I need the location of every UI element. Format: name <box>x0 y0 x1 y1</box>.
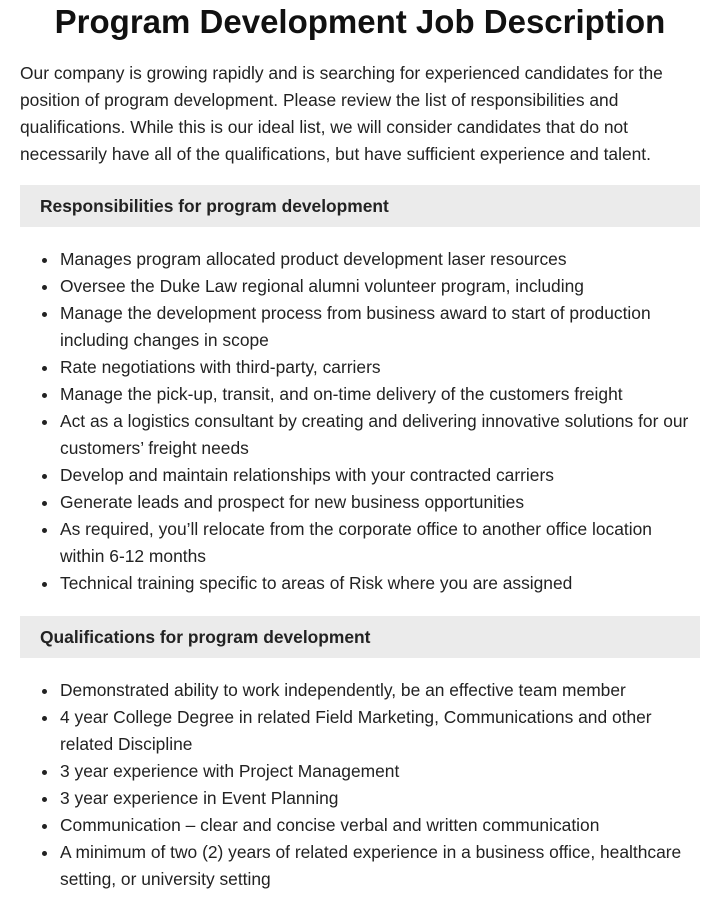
responsibilities-list <box>20 246 700 597</box>
list-item: 4 year College Degree in related Field Marketing, Communications and other related Discipline <box>60 704 700 758</box>
list-item: 3 year experience with Project Management <box>60 758 700 785</box>
list-item: Manage the pick-up, transit, and on-time delivery of the customers freight <box>60 381 700 408</box>
list-item: Oversee the Duke Law regional alumni volunteer program, including <box>60 273 700 300</box>
qualifications-heading: Qualifications for program development <box>20 616 700 658</box>
list-item: Manages program allocated product development laser resources <box>60 246 700 273</box>
responsibilities-heading: Responsibilities for program development <box>20 185 700 227</box>
page-title: Program Development Job Description <box>54 3 666 40</box>
list-item: Develop and maintain relationships with your contracted carriers <box>60 462 700 489</box>
list-item: Manage the development process from business award to start of production including changes in scope <box>60 300 700 354</box>
list-item: Act as a logistics consultant by creating and delivering innovative solutions for our customers’ freight needs <box>60 408 700 462</box>
list-item: A minimum of two (2) years of related experience in a business office, healthcare setting, or university setting <box>60 839 700 893</box>
list-item: Generate leads and prospect for new business opportunities <box>60 489 700 516</box>
list-item: As required, you’ll relocate from the corporate office to another office location within 6-12 months <box>60 516 700 570</box>
qualifications-list <box>20 677 700 893</box>
intro-paragraph: Our company is growing rapidly and is searching for experienced candidates for the position of program development. Please review the list of responsibilities and qualifications. While this is our ideal list, we will consider candidates that do not necessarily have all of the qualifications, but have sufficient experience and talent. <box>20 63 663 164</box>
list-item: Communication – clear and concise verbal and written communication <box>60 812 700 839</box>
list-item: Demonstrated ability to work independently, be an effective team member <box>60 677 700 704</box>
list-item: Rate negotiations with third-party, carriers <box>60 354 700 381</box>
list-item: 3 year experience in Event Planning <box>60 785 700 812</box>
list-item: Technical training specific to areas of Risk where you are assigned <box>60 570 700 597</box>
